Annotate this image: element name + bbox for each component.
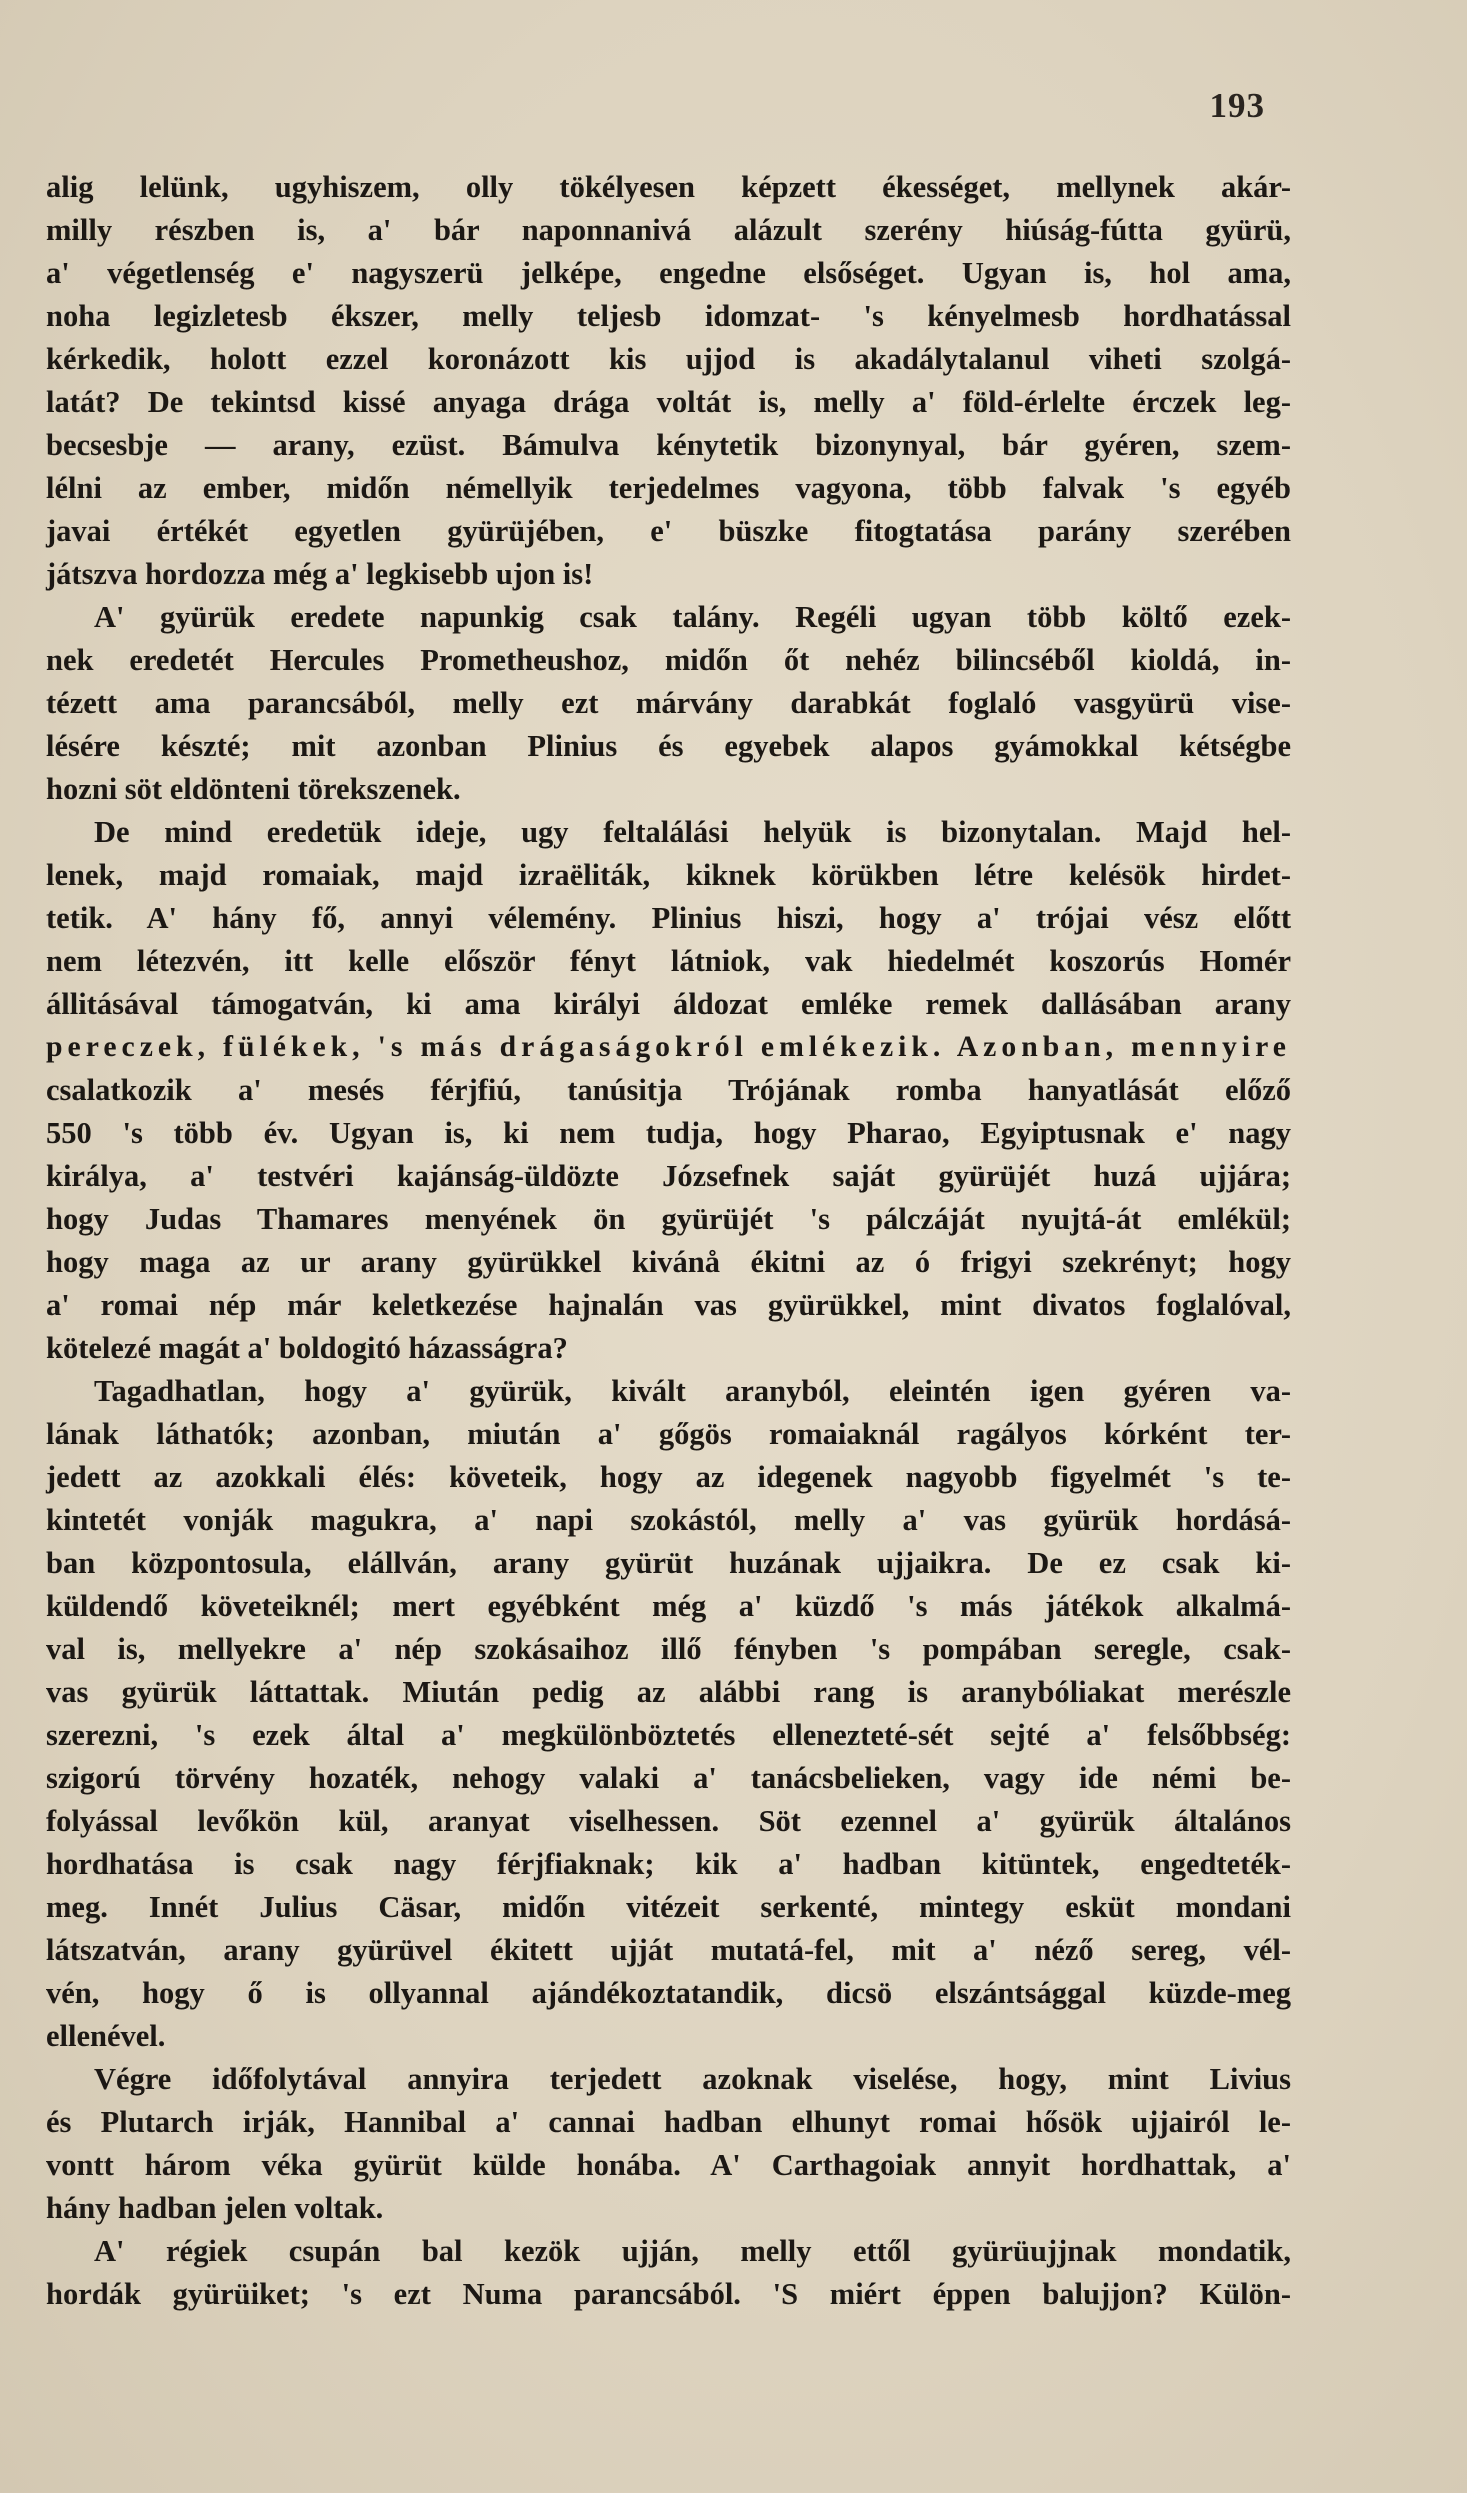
text-line: Tagadhatlan, hogy a' gyürük, kivált aranyból, eleintén igen gyéren va- [94,1374,1291,1408]
text-line: állitásával támogatván, ki ama királyi áldozat emléke remek dallásában arany [46,987,1291,1021]
text-line: pereczek, fülékek, 's más drágaságokról emlékezik. Azonban, mennyire [46,1031,1291,1063]
text-line: hogy maga az ur arany gyürükkel kivánå ékitni az ó frigyi szekrényt; hogy [46,1245,1291,1279]
text-line: folyással levőkön kül, aranyat viselhessen. Söt ezennel a' gyürük általános [46,1804,1291,1838]
text-line: javai értékét egyetlen gyürüjében, e' büszke fitogtatása parány szerében [46,514,1291,548]
text-line: kötelezé magát a' boldogitó házasságra? [46,1331,568,1365]
text-line: hozni söt eldönteni törekszenek. [46,772,461,806]
text-line: vas gyürük láttattak. Miután pedig az alábbi rang is aranybóliakat merészle [46,1675,1291,1709]
text-line: látszatván, arany gyürüvel ékitett ujját mutatá-fel, mit a' néző sereg, vél- [46,1933,1291,1967]
text-line: csalatkozik a' mesés férjfiú, tanúsitja Trójának romba hanyatlását előző [46,1073,1291,1107]
text-line: küldendő követeiknél; mert egyébként még a' küzdő 's más játékok alkalmá- [46,1589,1291,1623]
text-line: ellenével. [46,2019,166,2053]
body-text [46,166,1291,2316]
text-line: lának láthatók; azonban, miután a' gőgös romaiaknál ragályos kórként ter- [46,1417,1291,1451]
text-line: A' gyürük eredete napunkig csak talány. Regéli ugyan több költő ezek- [94,600,1291,634]
text-line: milly részben is, a' bár naponnanivá alázult szerény hiúság-fútta gyürü, [46,213,1291,247]
text-line: latát? De tekintsd kissé anyaga drága voltát is, melly a' föld-érlelte érczek leg- [46,385,1291,419]
text-line: szigorú törvény hozaték, nehogy valaki a' tanácsbelieken, vagy ide némi be- [46,1761,1291,1795]
text-line: meg. Innét Julius Cäsar, midőn vitézeit serkenté, mintegy esküt mondani [46,1890,1291,1924]
text-line: a' romai nép már keletkezése hajnalán vas gyürükkel, mint divatos foglalóval, [46,1288,1291,1322]
text-line: játszva hordozza még a' legkisebb ujon is! [46,557,594,591]
text-line: királya, a' testvéri kajánság-üldözte Józsefnek saját gyürüjét huzá ujjára; [46,1159,1291,1193]
text-line: 550 's több év. Ugyan is, ki nem tudja, hogy Pharao, Egyiptusnak e' nagy [46,1116,1291,1150]
text-line: kérkedik, holott ezzel koronázott kis ujjod is akadálytalanul viheti szolgá- [46,342,1291,376]
text-line: alig lelünk, ugyhiszem, olly tökélyesen képzett ékességet, mellynek akár- [46,170,1291,204]
text-line: nem létezvén, itt kelle először fényt látniok, vak hiedelmét koszorús Homér [46,944,1291,978]
text-line: hány hadban jelen voltak. [46,2191,384,2225]
text-line: jedett az azokkali élés: követeik, hogy az idegenek nagyobb figyelmét 's te- [46,1460,1291,1494]
text-line: hordhatása is csak nagy férjfiaknak; kik a' hadban kitüntek, engedteték- [46,1847,1291,1881]
text-line: tézett ama parancsából, melly ezt márvány darabkát foglaló vasgyürü vise- [46,686,1291,720]
text-line: hogy Judas Thamares menyének ön gyürüjét 's pálczáját nyujtá-át emlékül; [46,1202,1291,1236]
text-line: becsesbje — arany, ezüst. Bámulva kénytetik bizonynyal, bár gyéren, szem- [46,428,1291,462]
text-line: De mind eredetük ideje, ugy feltalálási helyük is bizonytalan. Majd hel- [94,815,1291,849]
text-line: ban központosula, elállván, arany gyürüt huzának ujjaikra. De ez csak ki- [46,1546,1291,1580]
text-line: Végre időfolytával annyira terjedett azoknak viselése, hogy, mint Livius [94,2062,1291,2096]
text-line: lélni az ember, midőn némellyik terjedelmes vagyona, több falvak 's egyéb [46,471,1291,505]
text-line: vén, hogy ő is ollyannal ajándékoztatandik, dicsö elszántsággal küzde-meg [46,1976,1291,2010]
text-line: szerezni, 's ezek által a' megkülönböztetés ellenezteté-sét sejté a' felsőbbség: [46,1718,1291,1752]
text-line: tetik. A' hány fő, annyi vélemény. Plinius hiszi, hogy a' trójai vész előtt [46,901,1291,935]
text-line: lenek, majd romaiak, majd izraëliták, kiknek körükben létre kelésök hirdet- [46,858,1291,892]
text-line: hordák gyürüiket; 's ezt Numa parancsából. 'S miért éppen balujjon? Külön- [46,2277,1291,2311]
text-line: és Plutarch irják, Hannibal a' cannai hadban elhunyt romai hősök ujjairól le- [46,2105,1291,2139]
text-line: a' végetlenség e' nagyszerü jelképe, engedne elsőséget. Ugyan is, hol ama, [46,256,1291,290]
page-number: 193 [1209,86,1265,125]
text-line: kintetét vonják magukra, a' napi szokástól, melly a' vas gyürük hordásá- [46,1503,1291,1537]
text-line: nek eredetét Hercules Prometheushoz, midőn őt nehéz bilincséből kioldá, in- [46,643,1291,677]
text-line: noha legizletesb ékszer, melly teljesb idomzat- 's kényelmesb hordhatással [46,299,1291,333]
text-line: A' régiek csupán bal kezök ujján, melly ettől gyürüujjnak mondatik, [94,2234,1291,2268]
text-line: val is, mellyekre a' nép szokásaihoz illő fényben 's pompában seregle, csak- [46,1632,1291,1666]
text-line: lésére készté; mit azonban Plinius és egyebek alapos gyámokkal kétségbe [46,729,1291,763]
text-line: vontt három véka gyürüt külde honába. A' Carthagoiak annyit hordhattak, a' [46,2148,1291,2182]
